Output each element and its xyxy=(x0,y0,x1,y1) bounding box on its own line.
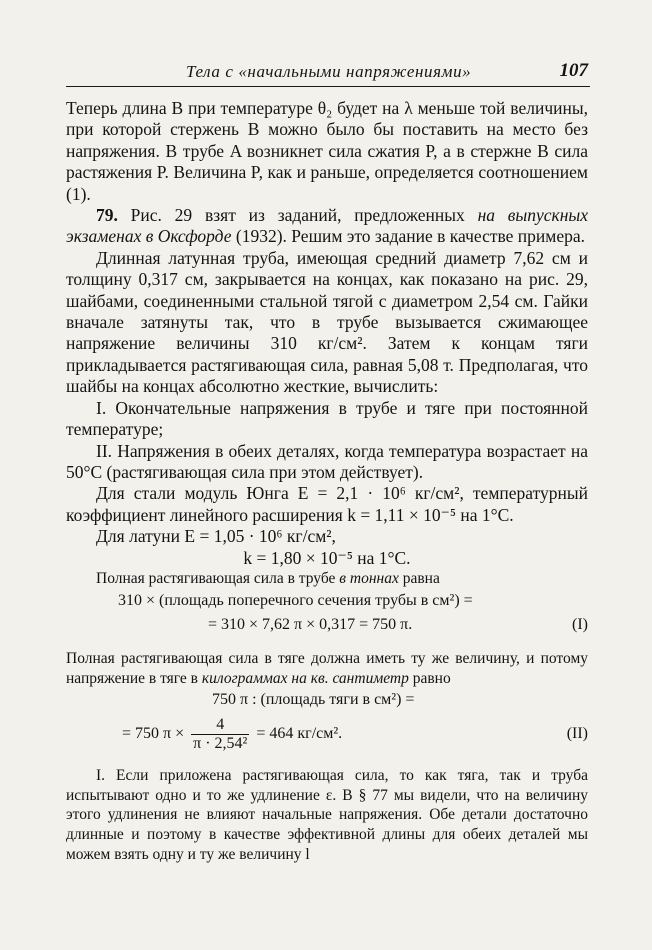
equation-2-formula xyxy=(122,712,342,756)
equation-2-line-1 xyxy=(66,688,588,712)
rod-stress-intro xyxy=(66,649,588,688)
task-item-1: I. Окончательные напряжения в трубе и тяге при постоянной температуре; xyxy=(66,397,588,440)
running-title: Тела с «начальными напряжениями» xyxy=(186,62,472,81)
problem-statement: Длинная латунная труба, имеющая средний диаметр 7,62 см и толщину 0,317 см, закрывается на концах, как показано на рис. 29, шайбами, соединенными стальной тягой с диаметром 2,54 см. Гайки вначале затянуты так, что в трубе вызывается сжимающее напряжение величины 310 кг/см². Затем к концам тяги прикладывается растягивающая сила, равная 5,08 т. Предполагая, что шайбы на концах абсолютно жесткие, вычислить: xyxy=(66,247,588,397)
equation-1-text-1: 310 × (площадь поперечного сечения трубы в см²) = xyxy=(118,591,473,609)
equation-2-fraction xyxy=(191,716,249,753)
equation-2-text-1: 750 π : (площадь тяги в см²) = xyxy=(212,691,415,709)
solution-part-1: I. Если приложена растягивающая сила, то как тяга, так и труба испытывают одно и то же удлинение ε. В § 77 мы видели, что на величину этого удлинения не влияют начальные напряжения. Обе детали достаточно длинные и поэтому в качестве эффективной длины для обеих деталей мы можем взять одну и ту же величину l xyxy=(66,767,588,863)
equation-1-number: (I) xyxy=(572,615,588,633)
steel-properties: Для стали модуль Юнга E = 2,1 · 10⁶ кг/см², температурный коэффициент линейного расширения k = 1,11 × 10⁻⁵ на 1°C. xyxy=(66,483,588,525)
brass-expansion-equation: k = 1,80 × 10⁻⁵ на 1°C. xyxy=(243,547,411,568)
equation-2-line-2 xyxy=(66,712,588,756)
rod-stress-text-a: Полная растягивающая сила в тяге должна иметь ту же величину, и потому напряжение в тяге в xyxy=(66,649,588,687)
tube-force-text-a: Полная растягивающая сила в трубе xyxy=(96,569,340,587)
paragraph-79-text-b: (1932). Решим это задание в качестве примера. xyxy=(231,226,586,247)
tube-force-intro xyxy=(66,569,588,589)
equation-1-text-2: = 310 × 7,62 π × 0,317 = 750 π. xyxy=(208,615,413,633)
fraction-numerator: 4 xyxy=(191,716,249,735)
page-number: 107 xyxy=(559,60,588,81)
tube-force-text-b: равна xyxy=(398,569,440,587)
paragraph-79-text-a: Рис. 29 взят из заданий, предложенных xyxy=(117,205,478,226)
paragraph-1: Теперь длина B при температуре θ₂ будет на λ меньше той величины, при которой стержень B можно было бы поставить на место без напряжения. В трубе A возникнет сила сжатия P, а в стержне B сила растяжения P. Величина P, как и раньше, определяется соотношением (1). xyxy=(66,98,588,204)
tube-force-italic: в тоннах xyxy=(339,569,399,587)
rod-stress-italic: килограммах на кв. сантиметр xyxy=(201,669,409,687)
rod-stress-text-b: равно xyxy=(408,669,451,687)
equation-1-line-1 xyxy=(66,589,588,613)
equation-1-line-2 xyxy=(66,613,588,637)
equation-2-post: = 464 кг/см². xyxy=(252,725,343,743)
page-header xyxy=(66,56,590,87)
section-number: 79. xyxy=(96,205,118,226)
page-body xyxy=(66,98,588,864)
brass-properties: Для латуни E = 1,05 · 10⁶ кг/см², xyxy=(96,526,336,547)
paragraph-79 xyxy=(66,205,588,248)
paragraph-79-italic: на выпускных экзаменах в Оксфорде xyxy=(66,205,588,247)
fraction-denominator: π · 2,54² xyxy=(193,734,248,752)
equation-2-pre: = 750 π × xyxy=(122,725,189,743)
equation-2-number: (II) xyxy=(566,725,588,743)
task-item-2: II. Напряжения в обеих деталях, когда температура возрастает на 50°C (растягивающая сила при этом действует). xyxy=(66,440,588,482)
